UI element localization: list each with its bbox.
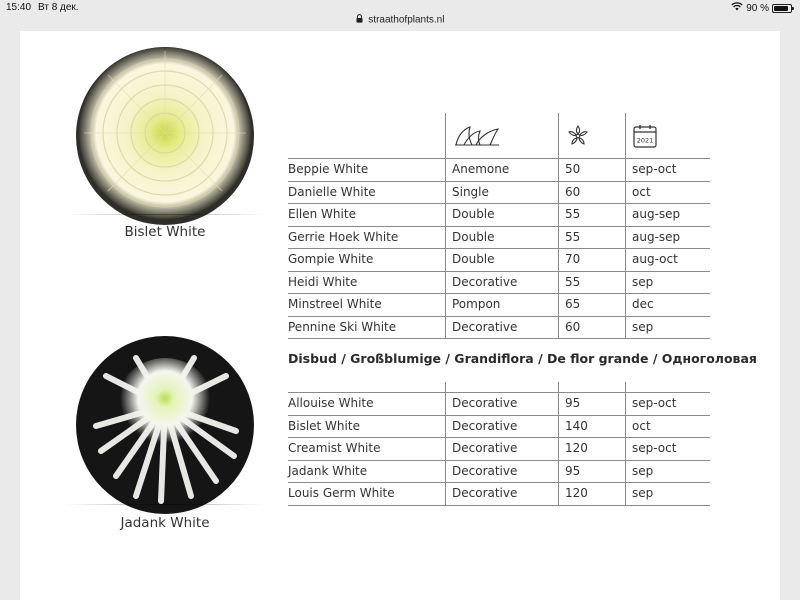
flower-size-cell: 140 bbox=[559, 415, 626, 438]
calendar-year: 2021 bbox=[636, 136, 654, 144]
flower-type-cell: Double bbox=[446, 249, 559, 272]
flower-type-cell: Decorative bbox=[446, 271, 559, 294]
battery-icon bbox=[772, 4, 792, 13]
flowering-period-cell: aug-sep bbox=[626, 226, 711, 249]
header-flower-size bbox=[559, 113, 626, 159]
flower-type-cell: Anemone bbox=[446, 159, 559, 182]
header-blank bbox=[288, 113, 446, 159]
flowering-period-cell: sep bbox=[626, 316, 711, 339]
flower-size-cell: 120 bbox=[559, 483, 626, 506]
table-header-row bbox=[288, 113, 710, 159]
disbud-varieties-table bbox=[288, 382, 710, 506]
variety-name-cell: Ellen White bbox=[288, 204, 446, 227]
variety-name-cell: Heidi White bbox=[288, 271, 446, 294]
variety-name-cell: Beppie White bbox=[288, 159, 446, 182]
battery-percent: 90 % bbox=[746, 2, 769, 14]
section-title-disbud: Disbud / Großblumige / Grandiflora / De flor grande / Одноголовая bbox=[288, 351, 757, 366]
flowering-period-cell: oct bbox=[626, 415, 711, 438]
table-row bbox=[288, 159, 710, 182]
calendar-icon bbox=[632, 123, 710, 149]
flower-caption: Jadank White bbox=[120, 515, 210, 531]
variety-name-cell: Minstreel White bbox=[288, 294, 446, 317]
table-row bbox=[288, 483, 710, 506]
flower-type-cell: Double bbox=[446, 204, 559, 227]
variety-name-cell: Gompie White bbox=[288, 249, 446, 272]
flowering-period-cell: sep-oct bbox=[626, 393, 711, 416]
flowering-period-cell: sep bbox=[626, 271, 711, 294]
table-row bbox=[288, 415, 710, 438]
address-bar[interactable] bbox=[0, 14, 800, 30]
status-right bbox=[731, 2, 792, 14]
flower-size-cell: 65 bbox=[559, 294, 626, 317]
flowering-period-cell: oct bbox=[626, 181, 711, 204]
variety-name-cell: Pennine Ski White bbox=[288, 316, 446, 339]
flower-shape-icon bbox=[452, 123, 558, 149]
table-row bbox=[288, 226, 710, 249]
flower-caption: Bislet White bbox=[124, 224, 206, 240]
wifi-icon bbox=[731, 2, 743, 14]
photo-underline bbox=[65, 504, 265, 505]
variety-name-cell: Allouise White bbox=[288, 393, 446, 416]
flower-type-cell: Decorative bbox=[446, 438, 559, 461]
variety-name-cell: Danielle White bbox=[288, 181, 446, 204]
header-flower-type bbox=[446, 113, 559, 159]
flower-size-cell: 95 bbox=[559, 460, 626, 483]
table-row bbox=[288, 294, 710, 317]
table-row bbox=[288, 438, 710, 461]
flower-type-cell: Decorative bbox=[446, 316, 559, 339]
flower-size-cell: 120 bbox=[559, 438, 626, 461]
clock: 15:40 bbox=[6, 2, 32, 13]
flower-size-cell: 55 bbox=[559, 226, 626, 249]
flower-type-cell: Double bbox=[446, 226, 559, 249]
flower-size-cell: 60 bbox=[559, 316, 626, 339]
url-text[interactable]: straathofplants.nl bbox=[368, 14, 445, 26]
flowering-period-cell: aug-sep bbox=[626, 204, 711, 227]
flower-size-cell: 60 bbox=[559, 181, 626, 204]
lock-icon bbox=[356, 14, 363, 26]
header-flowering-period bbox=[626, 113, 711, 159]
variety-name-cell: Gerrie Hoek White bbox=[288, 226, 446, 249]
flower-type-cell: Decorative bbox=[446, 393, 559, 416]
flowering-period-cell: sep-oct bbox=[626, 438, 711, 461]
flower-size-cell: 55 bbox=[559, 204, 626, 227]
table-row bbox=[288, 181, 710, 204]
flower-type-cell: Decorative bbox=[446, 415, 559, 438]
flowering-period-cell: sep bbox=[626, 460, 711, 483]
flower-type-cell: Decorative bbox=[446, 483, 559, 506]
table-row bbox=[288, 249, 710, 272]
flower-size-cell: 95 bbox=[559, 393, 626, 416]
varieties-table bbox=[288, 113, 710, 339]
flower-photo-jadank-white bbox=[76, 336, 254, 514]
table-row bbox=[288, 393, 710, 416]
table-row bbox=[288, 204, 710, 227]
flower-type-cell: Pompon bbox=[446, 294, 559, 317]
variety-name-cell: Creamist White bbox=[288, 438, 446, 461]
flowering-period-cell: dec bbox=[626, 294, 711, 317]
flower-type-cell: Single bbox=[446, 181, 559, 204]
table-top-rule bbox=[288, 382, 710, 393]
table-row bbox=[288, 316, 710, 339]
table-row bbox=[288, 271, 710, 294]
flower-size-cell: 55 bbox=[559, 271, 626, 294]
flower-size-cell: 70 bbox=[559, 249, 626, 272]
flowering-period-cell: aug-oct bbox=[626, 249, 711, 272]
flower-size-icon bbox=[565, 123, 625, 149]
photo-underline bbox=[65, 214, 265, 215]
variety-name-cell: Louis Germ White bbox=[288, 483, 446, 506]
flower-size-cell: 50 bbox=[559, 159, 626, 182]
flowering-period-cell: sep bbox=[626, 483, 711, 506]
variety-name-cell: Jadank White bbox=[288, 460, 446, 483]
variety-name-cell: Bislet White bbox=[288, 415, 446, 438]
page-content bbox=[20, 31, 780, 600]
flower-type-cell: Decorative bbox=[446, 460, 559, 483]
flower-photo-bislet-white bbox=[76, 47, 254, 225]
flowering-period-cell: sep-oct bbox=[626, 159, 711, 182]
date: Вт 8 дек. bbox=[38, 2, 79, 13]
table-row bbox=[288, 460, 710, 483]
